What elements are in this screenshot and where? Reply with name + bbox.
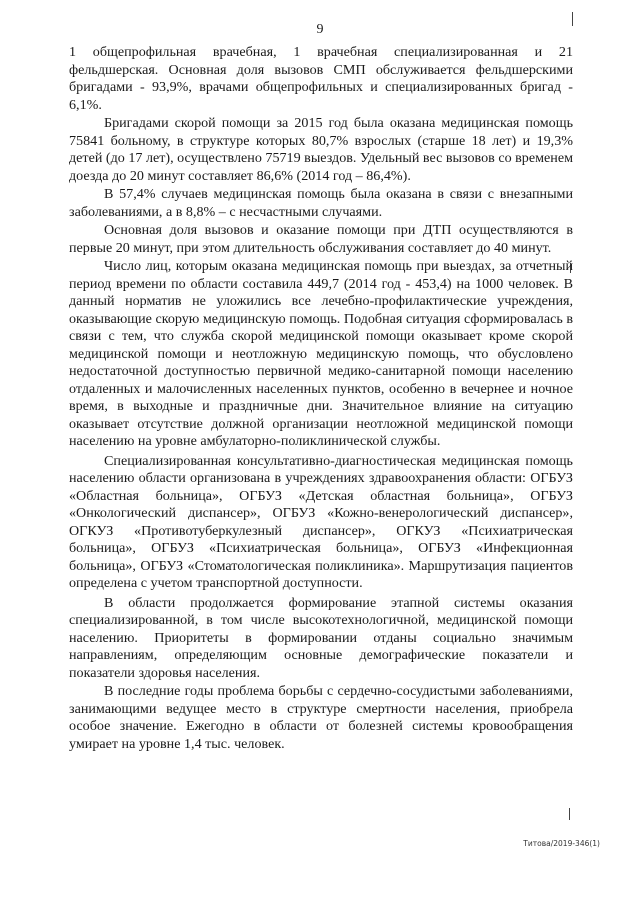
document-reference: Титова/2019-346(1): [523, 839, 600, 848]
body-text: [69, 44, 573, 754]
paragraph-2: Бригадами скорой помощи за 2015 год была оказана медицинская помощь 75841 больному, в структуре которых 80,7% взрослых (старше 18 лет) и 19,3% детей (до 17 лет), осуществлено 75719 выездов. Удельный вес вызовов со временем доезда до 20 минут составляет 86,6% (2014 год – 86,4%).: [69, 115, 573, 184]
paragraph-1: 1 общепрофильная врачебная, 1 врачебная специализированная и 21 фельдшерская. Основная доля вызовов СМП обслуживается фельдшерскими бригадами - 93,9%, врачами общепрофильных и специализированных бригад - 6,1%.: [69, 44, 573, 113]
paragraph-3: В 57,4% случаев медицинская помощь была оказана в связи с внезапными заболеваниями, а в 8,8% – с несчастными случаями.: [69, 186, 573, 220]
paragraph-6: Специализированная консультативно-диагностическая медицинская помощь населению области организована в учреждениях здравоохранения области: ОГБУЗ «Областная больница», ОГБУЗ «Детская областная больница», ОГБУЗ «Онкологический диспансер», ОГБУЗ «Кожно-венерологический диспансер», ОГКУЗ «Противотуберкулезный диспансер», ОГКУЗ «Психиатрическая больница», ОГБУЗ «Психиатрическая больница», ОГБУЗ «Инфекционная больница», ОГБУЗ «Стоматологическая поликлиника». Маршрутизация пациентов определена с учетом транспортной доступности.: [69, 452, 573, 591]
scan-artifact-mark: [569, 808, 570, 820]
page-number: 9: [316, 22, 324, 37]
paragraph-8: В последние годы проблема борьбы с сердечно-сосудистыми заболеваниями, занимающими ведущее место в структуре смертности населения, приобрела особое значение. Ежегодно в области от болезней системы кровообращения умирает на уровне 1,4 тыс. человек.: [69, 683, 573, 752]
paragraph-4: Основная доля вызовов и оказание помощи при ДТП осуществляются в первые 20 минут, при этом длительность обслуживания составляет до 40 минут.: [69, 222, 573, 256]
paragraph-7: В области продолжается формирование этапной системы оказания специализированной, в том числе высокотехнологичной, медицинской помощи населению. Приоритеты в формировании отданы социально значимым направлениям, определяющим основные демографические показатели и показатели здоровья населения.: [69, 594, 573, 681]
paragraph-5: Число лиц, которым оказана медицинская помощь при выездах, за отчетный период времени по области составила 449,7 (2014 год - 453,4) на 1000 человек. В данный норматив не уложились все лечебно-профилактические учреждения, оказывающие скорую медицинскую помощь. Подобная ситуация сформировалась в связи с тем, что служба скорой медицинской помощи оказывает кроме скорой медицинской помощи и неотложную медицинскую помощь, что обусловлено недостаточной доступностью первичной медико-санитарной помощи населению отдаленных и малочисленных населенных пунктов, особенно в вечернее и ночное время, в выходные и праздничные дни. Значительное влияние на ситуацию оказывает отсутствие должной организации неотложной медицинской помощи населению на уровне амбулаторно-поликлинической службы.: [69, 258, 573, 449]
scan-artifact-mark: [572, 12, 573, 26]
